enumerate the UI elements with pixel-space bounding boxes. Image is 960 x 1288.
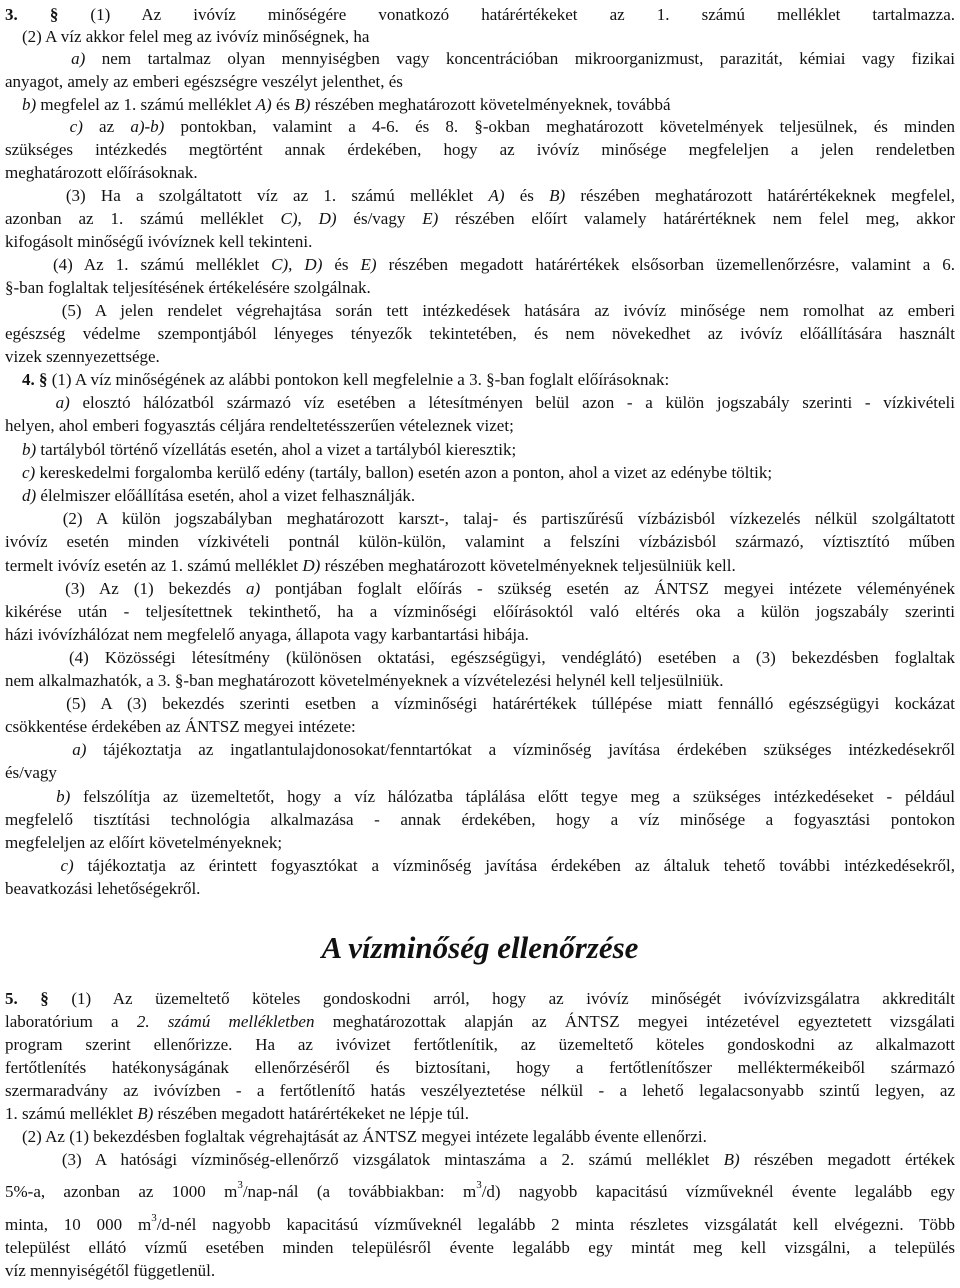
text-run: (2) A víz akkor felel meg az ivóvíz minőségnek, ha [5,27,370,46]
text-run: (4) Közösségi létesítmény (különösen oktatási, egészségügyi, vendéglátó) esetében a (3) bekezdésben foglaltak [5,648,955,667]
text-run [5,856,61,875]
italic-reference: a) [72,740,87,759]
text-line [5,601,955,623]
text-run: 1. számú melléklet [5,1104,138,1123]
text-run: /d) nagyobb kapacitású vízműveknél évente legalább egy [481,1182,956,1201]
text-run: (3) A hatósági vízminőség-ellenőrző vizsgálatok mintaszáma a 2. számú melléklet [5,1150,724,1169]
section-number: 3. § [5,5,91,24]
text-line [5,26,955,48]
text-line [5,786,955,808]
text-run [5,49,71,68]
text-run: vizek szennyezettsége. [5,347,160,366]
text-run: ivóvíz esetén minden vízkivételi pontnál külön-külön, valamint a felszíni vízbázisból származó, víztisztító műben [5,532,955,551]
text-line [5,670,955,692]
text-line [5,1126,955,1148]
text-run: (5) A (3) bekezdés szerinti esetben a vízminőségi határértékek túllépése miatt fennálló egészségügyi kockázat [5,694,955,713]
italic-reference: c) [69,117,83,136]
text-run: (3) Ha a szolgáltatott víz az 1. számú melléklet [5,186,489,205]
italic-reference: B) [137,1104,154,1123]
italic-reference: c) [22,463,36,482]
text-line [5,48,955,70]
italic-reference: a)-b) [130,117,165,136]
text-run: (5) A jelen rendelet végrehajtása során tett intézkedések hatására az ivóvíz minősége nem romolhat az emberi [5,301,955,320]
text-line [5,94,955,116]
superscript: 3 [151,1212,157,1224]
text-line [5,1214,955,1236]
text-line [5,739,955,761]
text-line [5,1260,955,1282]
text-run: termelt ivóvíz esetén az 1. számú melléklet [5,556,303,575]
text-line [5,369,955,391]
italic-reference: 2. számú mellékletben [136,1012,315,1031]
italic-reference: b) [56,787,71,806]
text-line [5,116,955,138]
text-line [5,71,955,93]
text-run: az [82,117,131,136]
text-line [5,1080,955,1102]
text-line [5,1057,955,1079]
text-line [5,1011,955,1033]
text-run: /d-nél nagyobb kapacitású vízműveknél legalább 2 minta részletes vizsgálatát kell elvégezni. Több [156,1215,955,1234]
text-run: megfelelő tisztítási technológia alkalmazása - annak érdekében, hogy a víz minősége a fogyasztási pontokon [5,810,955,829]
text-run: pontokban, valamint a 4-6. és 8. §-okban meghatározott követelmények teljesülnek, és minden [164,117,956,136]
text-run: és [322,255,361,274]
text-run [5,463,22,482]
text-line [5,300,955,322]
italic-reference: A) [255,95,272,114]
text-line [5,855,955,877]
italic-reference: E) [422,209,439,228]
text-line [5,531,955,553]
text-run: tájékoztatja az ingatlantulajdonosokat/fenntartókat a vízminőség javítása érdekében szükséges intézkedésekről [86,740,955,759]
text-line [5,415,955,437]
text-line [5,555,955,577]
text-line [5,462,955,484]
text-line [5,809,955,831]
text-line [5,162,955,184]
text-run: (1) Az ivóvíz minőségére vonatkozó határértékeket az 1. számú melléklet tartalmazza. [90,5,956,24]
italic-reference: A) [488,186,505,205]
text-run: kereskedelmi forgalomba kerülő edény (tartály, ballon) esetén azon a ponton, ahol a vizet az edénybe töltik; [35,463,773,482]
text-run: részében megadott határértékek elsősorban üzemellenőrzésre, valamint a 6. [376,255,955,274]
text-run: laboratórium a [5,1012,137,1031]
section-number: 4. § [22,370,48,389]
text-run: és/vagy [336,209,423,228]
text-run: anyagot, amely az emberi egészségre veszélyt jelenthet, és [5,72,403,91]
text-line [5,139,955,161]
text-line [5,988,955,1010]
text-run [5,486,22,505]
text-line [5,231,955,253]
text-run: elosztó hálózatból származó víz esetében a létesítményen belül azon - a külön jogszabály szerinti - vízkivételi [69,393,955,412]
text-line [5,693,955,715]
text-run: megfeleljen az előírt követelményeknek; [5,833,283,852]
text-line [5,508,955,530]
section-heading: A vízminőség ellenőrzése [321,930,639,965]
text-run: részében előírt valamely határértéknek nem felel meg, akkor [438,209,955,228]
text-run: részében meghatározott követelményeknek, továbbá [310,95,671,114]
text-run [5,440,22,459]
text-run: megfelel az 1. számú melléklet [36,95,256,114]
text-line [5,277,955,299]
text-run: részében meghatározott határértékeknek megfelel, [565,186,955,205]
text-line [5,1034,955,1056]
text-line [5,392,955,414]
text-run: és [271,95,295,114]
text-run: helyen, ahol emberi fogyasztás céljára rendeltetésszerűen vételeznek vizet; [5,416,514,435]
text-run: §-ban foglaltak teljesítésének értékelésére szolgálnak. [5,278,371,297]
text-line [5,878,955,900]
text-run: felszólítja az üzemeltetőt, hogy a víz hálózatba táplálása előtt tegye meg a szükséges intézkedéseket - például [70,787,955,806]
text-line [5,1237,955,1259]
text-run: (1) Az üzemeltető köteles gondoskodni arról, hogy az ivóvíz minőségét ivóvízvizsgálatra akkreditált [71,989,955,1008]
text-run: szükséges intézkedés megtörtént annak érdekében, hogy az ivóvíz minősége megfeleljen a jelen rendeletben [5,140,955,159]
italic-reference: c) [60,856,74,875]
text-line [5,716,955,738]
text-line [5,647,955,669]
text-line [5,832,955,854]
text-run: (4) Az 1. számú melléklet [5,255,272,274]
text-run: egészség védelme szempontjából lényeges tényezők tekintetében, és nem növekedhet az ivóvíz előállítására használt [5,324,955,343]
italic-reference: b) [22,95,37,114]
text-run: csökkentése érdekében az ÁNTSZ megyei intézete: [5,717,356,736]
text-run: (3) Az (1) bekezdés [5,579,246,598]
italic-reference: b) [22,440,37,459]
text-line [5,208,955,230]
text-run: és/vagy [5,763,57,782]
italic-reference: a) [71,49,86,68]
text-line [5,346,955,368]
text-run: víz mennyiségétől függetlenül. [5,1261,216,1280]
section-number: 5. § [5,989,72,1008]
text-run: és [504,186,550,205]
italic-reference: d) [22,486,37,505]
text-run: települést ellátó vízmű esetében minden településről évente legalább egy mintát meg kell vizsgálni, a település [5,1238,955,1257]
text-run: (1) A víz minőségének az alábbi pontokon kell megfelelnie a 3. §-ban foglalt előírásoknak: [47,370,670,389]
text-run: házi ivóvízhálózat nem megfelelő anyaga, állapota vagy karbantartási hibája. [5,625,529,644]
text-run: nem alkalmazhatók, a 3. §-ban meghatározott követelményeknek a vízvételezési helynél kell teljesülniük. [5,671,724,690]
text-run [5,370,22,389]
italic-reference: C), D) [271,255,323,274]
text-run: nem tartalmaz olyan mennyiségben vagy koncentrációban mikroorganizmust, parazitát, kémiai vagy fizikai [85,49,955,68]
text-run: 5%-a, azonban az 1000 m [5,1182,238,1201]
text-run: (2) Az (1) bekezdésben foglaltak végrehajtását az ÁNTSZ megyei intézete legalább évente ellenőrzi. [5,1127,707,1146]
superscript: 3 [476,1179,482,1191]
text-line [5,323,955,345]
text-run: pontjában foglalt előírás - szükség esetén az ÁNTSZ megyei intézete véleményének [260,579,955,598]
text-run [5,787,56,806]
italic-reference: a) [245,579,261,598]
text-line [5,485,955,507]
text-run: meghatározott előírásoknak. [5,163,198,182]
text-line [5,1181,955,1203]
text-run: beavatkozási lehetőségekről. [5,879,201,898]
text-run: program szerint ellenőrizze. Ha az ivóvizet fertőtlenítik, az üzemeltető köteles gondoskodni az alkalmazott [5,1035,955,1054]
text-run: azonban az 1. számú melléklet [5,209,281,228]
text-run: kikérése után - teljesítettnek tekinthető, ha a vízminőségi előírásoktól való eltérés oka a külön jogszabály szerinti [5,602,955,621]
text-run: részében megadott határértékeket ne lépje túl. [153,1104,469,1123]
text-run: fertőtlenítés hatékonyságának ellenőrzéséről és biztosítani, hogy a fertőtlenítőszer melléktermékeiből származó [5,1058,955,1077]
text-run: szermaradvány az ivóvízben - a fertőtlenítő hatás veszélyeztetése nélkül - a lehető legalacsonyabb szintű legyen, az [5,1081,955,1100]
text-run: részében megadott értékek [739,1150,955,1169]
text-line [5,1149,955,1171]
text-line [5,1103,955,1125]
italic-reference: E) [360,255,377,274]
text-run: részében meghatározott követelményeknek teljesülniük kell. [320,556,736,575]
text-run: tartályból történő vízellátás esetén, ahol a vizet a tartályból kieresztik; [36,440,517,459]
italic-reference: B) [723,1150,740,1169]
text-run: kifogásolt minőségű ivóvíznek kell tekinteni. [5,232,313,251]
text-run [5,740,72,759]
italic-reference: C), D) [280,209,337,228]
text-line [5,439,955,461]
superscript: 3 [237,1179,243,1191]
text-line [5,762,955,784]
text-run: élelmiszer előállítása esetén, ahol a vizet felhasználják. [36,486,416,505]
text-run: meghatározottak alapján az ÁNTSZ megyei intézetével egyeztetett vizsgálati [314,1012,956,1031]
text-run: (2) A külön jogszabályban meghatározott karszt-, talaj- és partiszűrésű vízbázisból vízkezelés nélkül szolgáltatott [5,509,955,528]
text-line [5,578,955,600]
text-run [5,95,22,114]
text-run [5,117,70,136]
text-run: /nap-nál (a továbbiakban: m [242,1182,477,1201]
text-line [5,4,955,26]
text-line [5,185,955,207]
italic-reference: a) [55,393,70,412]
text-run: minta, 10 000 m [5,1215,152,1234]
text-line [5,254,955,276]
italic-reference: B) [549,186,566,205]
text-run [5,393,56,412]
italic-reference: D) [302,556,321,575]
text-run: tájékoztatja az érintett fogyasztókat a vízminőség javítása érdekében az általuk tehető további intézkedésekről, [73,856,955,875]
text-line [5,624,955,646]
italic-reference: B) [294,95,311,114]
